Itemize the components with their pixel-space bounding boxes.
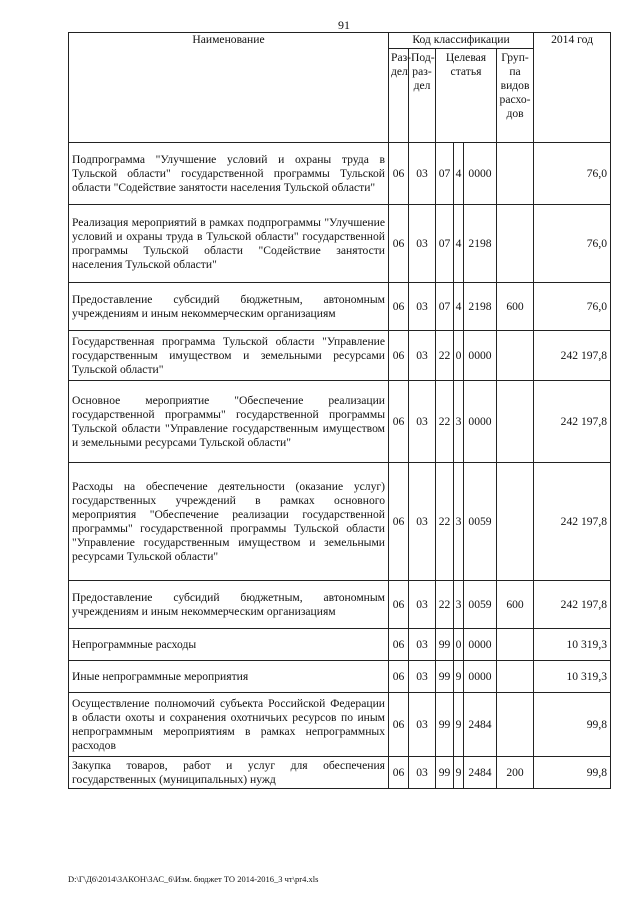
table-row: [69, 581, 611, 629]
row-target-program: 07: [436, 143, 454, 205]
row-amount: 242 197,8: [534, 463, 611, 581]
row-razdel: 06: [389, 463, 409, 581]
row-target-direction: 2484: [464, 757, 497, 789]
row-podrazdel: 03: [409, 757, 436, 789]
header-classification: Код классификации: [389, 33, 534, 49]
header-name: Наименование: [69, 33, 389, 143]
row-name: Предоставление субсидий бюджетным, автономным учреждениям и иным некоммерческим организациям: [69, 283, 389, 331]
row-target-subprogram: 4: [454, 283, 464, 331]
header-group: Груп- па видов расхо- дов: [497, 49, 534, 143]
row-target-subprogram: 4: [454, 205, 464, 283]
row-podrazdel: 03: [409, 661, 436, 693]
row-expense-group: [497, 629, 534, 661]
row-amount: 99,8: [534, 693, 611, 757]
row-podrazdel: 03: [409, 581, 436, 629]
header-podrazdel: Под- раз- дел: [409, 49, 436, 143]
row-name: Осуществление полномочий субъекта Российской Федерации в области охоты и сохранения охотничьих ресурсов по иным непрограммным мероприятиям в рамках непрограммных расходов: [69, 693, 389, 757]
row-target-direction: 2484: [464, 693, 497, 757]
row-amount: 242 197,8: [534, 381, 611, 463]
row-expense-group: [497, 331, 534, 381]
budget-table: [68, 32, 611, 789]
table-row: [69, 283, 611, 331]
row-target-subprogram: 9: [454, 693, 464, 757]
row-amount: 10 319,3: [534, 629, 611, 661]
header-year: 2014 год: [534, 33, 611, 143]
row-razdel: 06: [389, 381, 409, 463]
row-target-program: 99: [436, 693, 454, 757]
row-target-subprogram: 0: [454, 629, 464, 661]
row-target-subprogram: 3: [454, 381, 464, 463]
table-row: [69, 205, 611, 283]
row-expense-group: [497, 661, 534, 693]
row-podrazdel: 03: [409, 381, 436, 463]
row-target-direction: 0059: [464, 463, 497, 581]
row-target-direction: 2198: [464, 205, 497, 283]
row-amount: 76,0: [534, 205, 611, 283]
row-amount: 99,8: [534, 757, 611, 789]
table-row: [69, 331, 611, 381]
row-target-direction: 0000: [464, 629, 497, 661]
row-target-subprogram: 9: [454, 661, 464, 693]
row-podrazdel: 03: [409, 629, 436, 661]
row-amount: 242 197,8: [534, 331, 611, 381]
row-expense-group: 200: [497, 757, 534, 789]
row-name: Расходы на обеспечение деятельности (оказание услуг) государственных учреждений в рамках основного мероприятия "Обеспечение реализации государственной программы" государственной программы Тульской области "Управление государственным имуществом и земельными ресурсами Тульской области": [69, 463, 389, 581]
row-razdel: 06: [389, 331, 409, 381]
row-name: Реализация мероприятий в рамках подпрограммы "Улучшение условий и охраны труда в Тульской области" государственной программы Тульской области "Содействие занятости населения Тульской области": [69, 205, 389, 283]
row-razdel: 06: [389, 581, 409, 629]
table-row: [69, 629, 611, 661]
row-target-direction: 2198: [464, 283, 497, 331]
row-target-program: 22: [436, 581, 454, 629]
row-name: Государственная программа Тульской области "Управление государственным имуществом и земельными ресурсами Тульской области": [69, 331, 389, 381]
row-razdel: 06: [389, 205, 409, 283]
row-target-subprogram: 4: [454, 143, 464, 205]
row-name: Подпрограмма "Улучшение условий и охраны труда в Тульской области" государственной программы Тульской области "Содействие занятости населения Тульской области": [69, 143, 389, 205]
row-razdel: 06: [389, 629, 409, 661]
table-row: [69, 463, 611, 581]
row-expense-group: [497, 463, 534, 581]
table-row: [69, 381, 611, 463]
row-target-direction: 0000: [464, 381, 497, 463]
row-expense-group: 600: [497, 283, 534, 331]
row-target-subprogram: 0: [454, 331, 464, 381]
row-target-program: 07: [436, 283, 454, 331]
row-podrazdel: 03: [409, 283, 436, 331]
row-target-subprogram: 3: [454, 581, 464, 629]
row-amount: 10 319,3: [534, 661, 611, 693]
row-name: Непрограммные расходы: [69, 629, 389, 661]
row-target-program: 22: [436, 331, 454, 381]
row-amount: 76,0: [534, 283, 611, 331]
row-target-program: 99: [436, 661, 454, 693]
row-name: Закупка товаров, работ и услуг для обеспечения государственных (муниципальных) нужд: [69, 757, 389, 789]
row-target-program: 22: [436, 463, 454, 581]
row-target-direction: 0000: [464, 661, 497, 693]
row-podrazdel: 03: [409, 205, 436, 283]
table-row: [69, 143, 611, 205]
row-razdel: 06: [389, 693, 409, 757]
row-target-direction: 0000: [464, 331, 497, 381]
row-razdel: 06: [389, 661, 409, 693]
row-name: Основное мероприятие "Обеспечение реализации государственной программы" государственной программы Тульской области "Управление государственным имуществом и земельными ресурсами Тульской области": [69, 381, 389, 463]
header-target: Целевая статья: [436, 49, 497, 143]
row-razdel: 06: [389, 757, 409, 789]
row-razdel: 06: [389, 143, 409, 205]
row-expense-group: [497, 143, 534, 205]
page-number: 91: [338, 18, 350, 32]
row-target-direction: 0059: [464, 581, 497, 629]
row-target-program: 07: [436, 205, 454, 283]
row-podrazdel: 03: [409, 331, 436, 381]
row-podrazdel: 03: [409, 693, 436, 757]
row-name: Иные непрограммные мероприятия: [69, 661, 389, 693]
row-podrazdel: 03: [409, 143, 436, 205]
row-target-subprogram: 9: [454, 757, 464, 789]
row-target-subprogram: 3: [454, 463, 464, 581]
row-razdel: 06: [389, 283, 409, 331]
row-amount: 76,0: [534, 143, 611, 205]
row-amount: 242 197,8: [534, 581, 611, 629]
table-row: [69, 661, 611, 693]
row-expense-group: [497, 693, 534, 757]
row-expense-group: [497, 205, 534, 283]
table-row: [69, 693, 611, 757]
footer-file-path: D:\Г\Д6\2014\ЗАКОН\ЗАС_6\Изм. бюджет ТО 2014-2016_3 чт\pr4.xls: [68, 874, 319, 884]
row-target-program: 99: [436, 757, 454, 789]
row-expense-group: [497, 381, 534, 463]
table-row: [69, 757, 611, 789]
row-expense-group: 600: [497, 581, 534, 629]
row-target-program: 22: [436, 381, 454, 463]
row-target-direction: 0000: [464, 143, 497, 205]
row-target-program: 99: [436, 629, 454, 661]
header-razdel: Раз- дел: [389, 49, 409, 143]
row-name: Предоставление субсидий бюджетным, автономным учреждениям и иным некоммерческим организациям: [69, 581, 389, 629]
row-podrazdel: 03: [409, 463, 436, 581]
